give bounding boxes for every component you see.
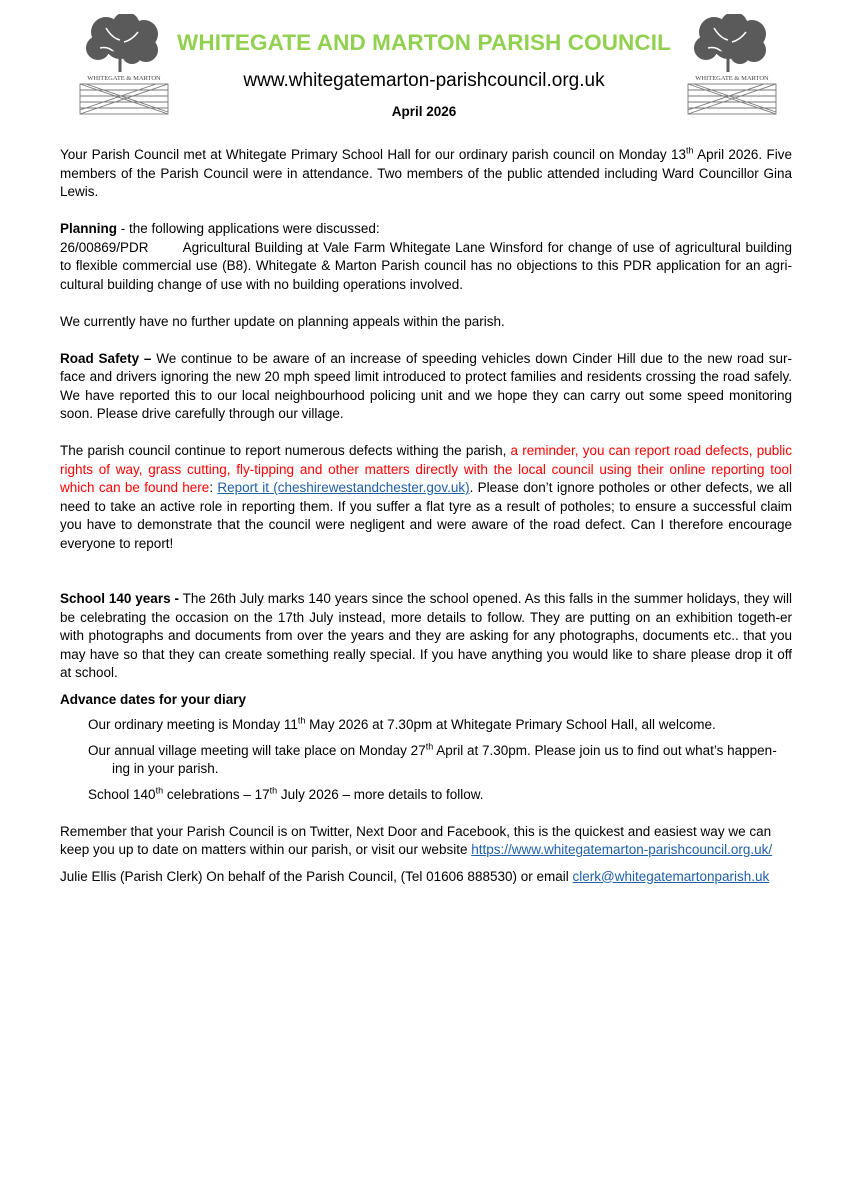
diary-item-school-celebrations: School 140th celebrations – 17th July 2026 – more details to follow. bbox=[88, 785, 484, 802]
newsletter-body bbox=[60, 146, 792, 886]
road-safety-paragraph: Road Safety – We continue to be aware of an increase of speeding vehicles down Cinder Hill due to the new road sur-face and drivers ignoring the new 20 mph speed limit introduced to protect families and residents crossing the road safely. We have reported this to our local neighbourhood policing unit and we hope they can carry out some speed monitoring soon. Please drive carefully through our village. bbox=[60, 350, 793, 421]
clerk-email-link[interactable]: clerk@whitegatemartonparish.uk bbox=[572, 868, 770, 884]
school-heading: School 140 years - bbox=[60, 591, 179, 606]
planning-heading-line: Planning - the following applications were discussed: bbox=[60, 221, 380, 236]
report-it-link[interactable]: Report it (cheshirewestandchester.gov.uk) bbox=[217, 480, 470, 495]
planning-application: 26/00869/PDR Agricultural Building at Vale Farm Whitegate Lane Winsford for change of use of agricultural building to flexible commercial use (B8). Whitegate & Marton Parish council has no objections to this PDR application for an agri-cultural building change of use with no building operations involved. bbox=[60, 239, 792, 292]
school-paragraph: School 140 years - The 26th July marks 140 years since the school opened. As this falls in the summer holidays, they will be celebrating the occasion on the 17th July instead, more details to follow. They are putting on an exhibition togeth-er with photographs and documents from over the years and they are asking for any photographs, documents etc.. that you may have so that they can create something really special. If you have anything you would like to share please drop it off at school. bbox=[60, 591, 792, 680]
diary-item-annual-meeting: Our annual village meeting will take place on Monday 27th April at 7.30pm. Please join us to find out what’s happen-ing in your parish. bbox=[88, 741, 777, 776]
defects-paragraph: The parish council continue to report numerous defects withing the parish, a reminder, you can report road defects, public rights of way, grass cutting, fly-tipping and other matters directly with the local council using their online reporting tool which can be found here: Report it (cheshirewestandchester.gov.uk). Please don’t ignore potholes or other defects, we all need to take an active role in reporting them. If you suffer a flat tyre as a result of potholes; to ensure a successful claim you have to demonstrate that the council were negligent and were aware of the road defect. Can I therefore encourage everyone to report! bbox=[60, 443, 793, 551]
social-media-paragraph: Remember that your Parish Council is on Twitter, Next Door and Facebook, this is the quickest and easiest way we can keep you up to date on matters within our parish, or visit our website https://www.whitegatemarton-parishcouncil.org.uk/ bbox=[60, 823, 773, 857]
diary-item-ordinary-meeting: Our ordinary meeting is Monday 11th May 2026 at 7.30pm at Whitegate Primary School Hall, all welcome. bbox=[88, 715, 716, 732]
logo-text: WHITEGATE & MARTON bbox=[695, 75, 769, 82]
reporting-reminder: a reminder, you can report road defects, public rights of way, grass cutting, fly-tipping and other matters directly with the local council using their online reporting tool which can be found here bbox=[60, 443, 793, 495]
logo-text: WHITEGATE & MARTON bbox=[87, 75, 161, 82]
website-link[interactable]: https://www.whitegatemarton-parishcouncil.org.uk/ bbox=[471, 842, 773, 857]
application-reference: 26/00869/PDR bbox=[60, 239, 149, 255]
intro-paragraph: Your Parish Council met at Whitegate Primary School Hall for our ordinary parish council on Monday 13th April 2026. Five members of the Parish Council were in attendance. Two members of the public attended including Ward Councillor Gina Lewis. bbox=[60, 145, 792, 199]
planning-heading: Planning bbox=[60, 221, 117, 236]
parish-logo-right bbox=[684, 14, 780, 120]
planning-appeals: We currently have no further update on planning appeals within the parish. bbox=[60, 313, 505, 329]
diary-heading: Advance dates for your diary bbox=[60, 691, 247, 707]
clerk-contact: Julie Ellis (Parish Clerk) On behalf of the Parish Council, (Tel 01606 888530) or email clerk@whitegatemartonparish.uk bbox=[60, 868, 770, 884]
newsletter-date: April 2026 bbox=[391, 104, 457, 119]
page-title: WHITEGATE AND MARTON PARISH COUNCIL bbox=[177, 30, 671, 55]
diary-list bbox=[60, 716, 792, 804]
website-address: www.whitegatemarton-parishcouncil.org.uk bbox=[243, 70, 605, 91]
road-safety-heading: Road Safety – bbox=[60, 350, 152, 366]
